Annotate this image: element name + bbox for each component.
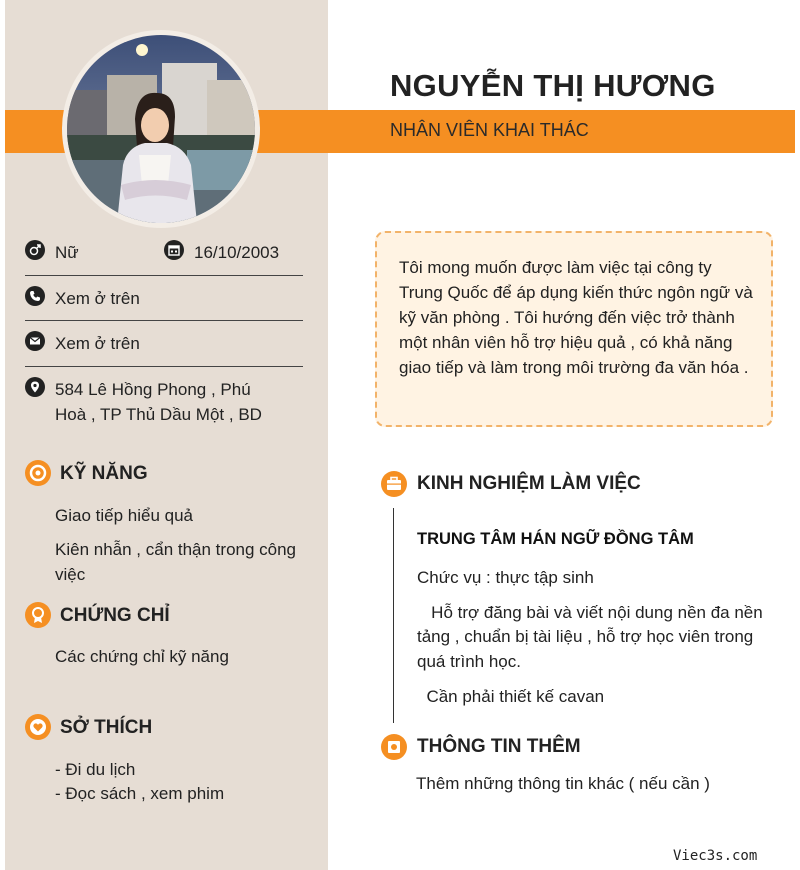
- skills-icon: [25, 460, 51, 486]
- career-objective-box: [375, 231, 773, 427]
- info-icon: [381, 734, 407, 760]
- job-description: quá trình học.: [417, 652, 521, 671]
- additional-info-title: THÔNG TIN THÊM: [417, 736, 581, 757]
- footer-brand: Viec3s.com: [673, 848, 758, 864]
- divider: [25, 320, 303, 321]
- heart-icon: [25, 714, 51, 740]
- hobbies-title: SỞ THÍCH: [60, 717, 153, 738]
- briefcase-icon: [381, 471, 407, 497]
- additional-info-text: Thêm những thông tin khác ( nếu cần ): [416, 774, 710, 793]
- job-description: Cần phải thiết kế cavan: [417, 687, 605, 706]
- avatar: [62, 30, 260, 228]
- skill-item: Giao tiếp hiểu quả: [55, 506, 193, 525]
- email-value: Xem ở trên: [55, 334, 140, 353]
- address-line-1: 584 Lê Hồng Phong , Phú: [55, 380, 251, 399]
- experience-title: KINH NGHIỆM LÀM VIỆC: [417, 473, 641, 494]
- career-objective-text: Tôi mong muốn được làm việc tại công ty Trung Quốc để áp dụng kiến thức ngôn ngữ và kỹ văn phòng . Tôi hướng đến việc trở thành một nhân viên hỗ trợ hiệu quả , có khả năng giao tiếp và làm trong môi trường đa văn hóa .: [399, 258, 753, 377]
- calendar-icon: [164, 240, 184, 260]
- certificate-icon: [25, 602, 51, 628]
- job-role: Chức vụ : thực tập sinh: [417, 568, 594, 587]
- hobby-item: - Đi du lịch: [55, 760, 136, 779]
- phone-value: Xem ở trên: [55, 289, 140, 308]
- job-description: tảng , chuẩn bị tài liệu , hỗ trợ học viên trong: [417, 627, 754, 646]
- location-icon: [25, 377, 45, 397]
- address-line-2: Hoà , TP Thủ Dầu Một , BD: [55, 405, 262, 424]
- skill-item-continued: việc: [55, 565, 86, 584]
- job-description: Hỗ trợ đăng bài và viết nội dung nền đa nền: [417, 603, 763, 622]
- candidate-position: NHÂN VIÊN KHAI THÁC: [390, 120, 589, 140]
- certificates-title: CHỨNG CHỈ: [60, 605, 170, 626]
- experience-timeline: [393, 508, 394, 723]
- phone-icon: [25, 286, 45, 306]
- candidate-name: NGUYỄN THỊ HƯƠNG: [390, 68, 716, 103]
- gender-icon: [25, 240, 45, 260]
- birthdate-value: 16/10/2003: [194, 243, 280, 262]
- email-icon: [25, 331, 45, 351]
- hobby-item: - Đọc sách , xem phim: [55, 784, 225, 803]
- gender-value: Nữ: [55, 243, 79, 262]
- divider: [25, 275, 303, 276]
- skill-item: Kiên nhẫn , cẩn thận trong công: [55, 540, 297, 559]
- skills-title: KỸ NĂNG: [60, 463, 148, 484]
- divider: [25, 366, 303, 367]
- certificate-item: Các chứng chỉ kỹ năng: [55, 647, 229, 666]
- company-name: TRUNG TÂM HÁN NGỮ ĐỒNG TÂM: [417, 530, 694, 548]
- avatar-photo: [67, 35, 255, 223]
